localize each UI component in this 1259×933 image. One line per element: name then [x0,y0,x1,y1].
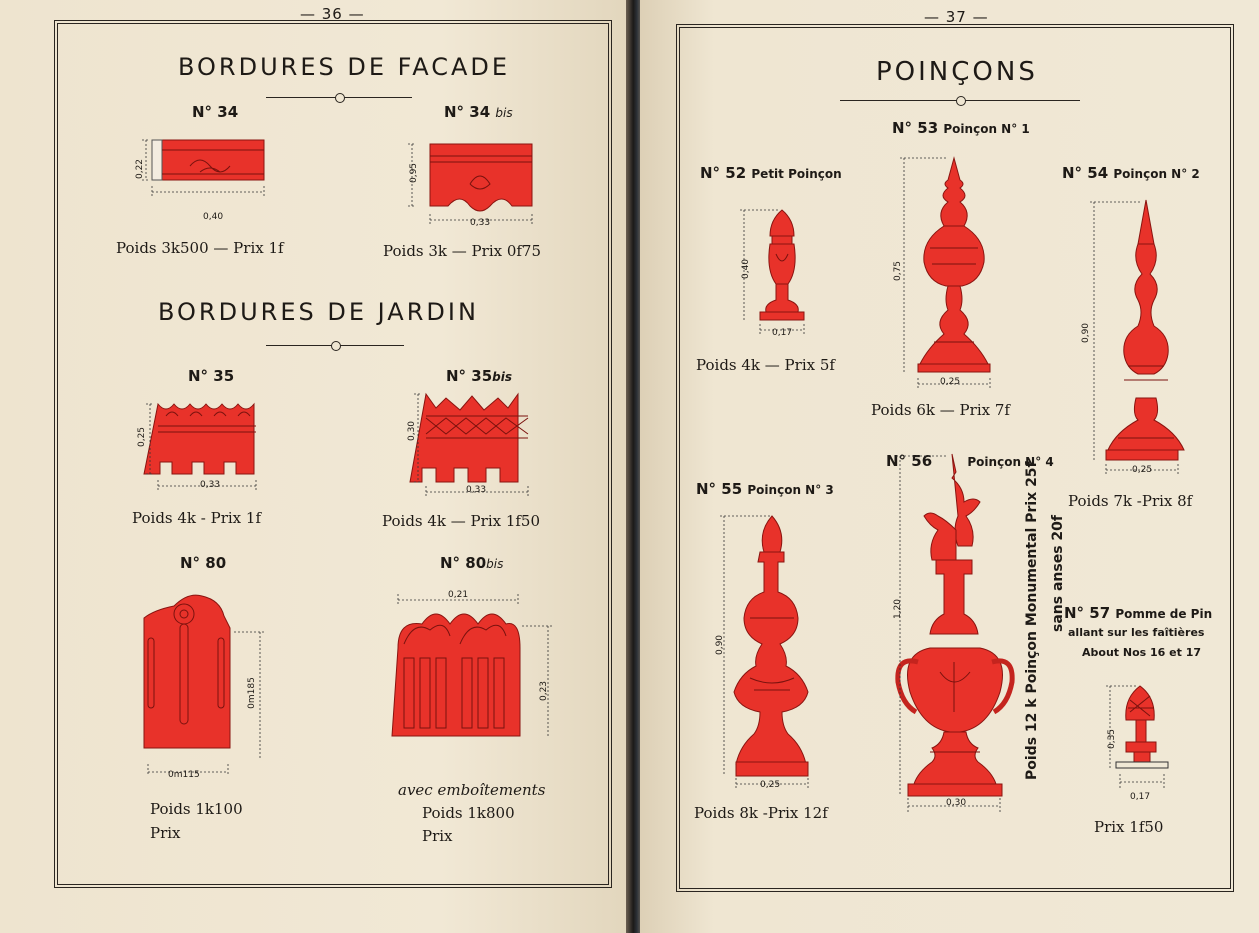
item-label-n57: N° 57 Pomme de Pin [1064,604,1213,622]
dim-n53-height: 0,75 [893,260,904,282]
caption-n80-weight: Poids 1k100 [150,800,243,818]
caption-n35bis: Poids 4k — Prix 1f50 [382,512,541,530]
dim-n35bis-height: 0,30 [407,420,418,442]
dim-n53-width: 0,25 [940,377,961,387]
dim-n57-width: 0,17 [1130,792,1151,802]
finial-n55-drawing [714,512,824,796]
dim-n56-height: 1,20 [893,598,904,620]
caption-n53: Poids 6k — Prix 7f [871,401,1010,419]
item-label-n52: N° 52 Petit Poinçon [700,164,842,182]
dim-n52-height: 0,40 [741,258,752,280]
dim-n54-height: 0,90 [1081,322,1092,344]
finial-n54-drawing [1084,196,1194,478]
dim-n34-height: 0,22 [135,158,146,180]
item-label-n34bis: N° 34 bis [444,103,513,121]
section-title-poincons: POINÇONS [876,57,1038,87]
item-label-n35bis: N° 35bis [446,367,513,385]
dim-n34bis-height: 0,95 [409,162,420,184]
item-label-n55: N° 55 Poinçon N° 3 [696,480,834,498]
title-ornament [266,97,412,98]
finial-n56-drawing [890,452,1020,812]
dim-n56-width: 0,30 [946,798,967,808]
caption-n57: Prix 1f50 [1094,818,1164,836]
caption-n35: Poids 4k - Prix 1f [132,509,262,527]
item-label-n80: N° 80 [180,554,227,572]
caption-n80bis-weight: Poids 1k800 [422,804,515,822]
dim-n52-width: 0,17 [772,328,793,338]
caption-n52: Poids 4k — Prix 5f [696,356,835,374]
item-label-n34: N° 34 [192,103,239,121]
right-page [640,0,1259,933]
section-title-jardin: BORDURES DE JARDIN [158,298,479,326]
item-label-n53: N° 53 Poinçon N° 1 [892,119,1030,137]
dim-n55-width: 0,25 [760,780,781,790]
dim-n55-height: 0,90 [715,634,726,656]
page-number-37: — 37 — [924,8,989,26]
dim-n35-height: 0,25 [137,426,148,448]
section-title-facade: BORDURES DE FACADE [178,53,511,81]
dim-n34bis-width: 0,33 [470,218,491,228]
item-label-n35: N° 35 [188,367,235,385]
border-n34bis-drawing [400,136,540,226]
desc-n57-about: About Nos 16 et 17 [1082,646,1201,659]
caption-n80bis-price: Prix [422,827,453,845]
caption-n34: Poids 3k500 — Prix 1f [116,239,284,257]
item-label-n80bis: N° 80bis [440,554,504,572]
dim-n80-width: 0m115 [168,770,200,780]
title-ornament-3 [840,100,1080,101]
desc-n57-faitieres: allant sur les faîtières [1068,626,1205,639]
tile-n80bis-drawing [384,588,564,778]
title-ornament-2 [266,345,404,346]
caption-n54: Poids 7k -Prix 8f [1068,492,1193,510]
dim-n34-width: 0,40 [203,212,224,222]
dim-n35-width: 0,33 [200,480,221,490]
item-label-n56: N° 56 Poinçon N° 4 [886,452,1054,470]
note-n80bis: avec emboîtements [398,781,546,799]
dim-n57-height: 0,35 [1107,728,1118,750]
border-n35bis-drawing [400,390,540,500]
dim-n80-height: 0m185 [246,677,257,709]
dim-n80bis-width: 0,21 [448,590,469,600]
dim-n80bis-height: 0,23 [539,680,550,702]
item-label-n54: N° 54 Poinçon N° 2 [1062,164,1200,182]
dim-n35bis-width: 0,33 [466,485,487,495]
finial-n53-drawing [894,152,1004,388]
vertical-note-n56-sans-anses: sans anses 20f [1050,515,1066,632]
caption-n80-price: Prix [150,824,181,842]
vertical-note-n56: Poids 12 k Poinçon Monumental Prix 25f [1024,461,1040,780]
dim-n54-width: 0,25 [1132,465,1153,475]
page-number-36: — 36 — [300,5,365,23]
caption-n55: Poids 8k -Prix 12f [694,804,828,822]
caption-n34bis: Poids 3k — Prix 0f75 [383,242,542,260]
